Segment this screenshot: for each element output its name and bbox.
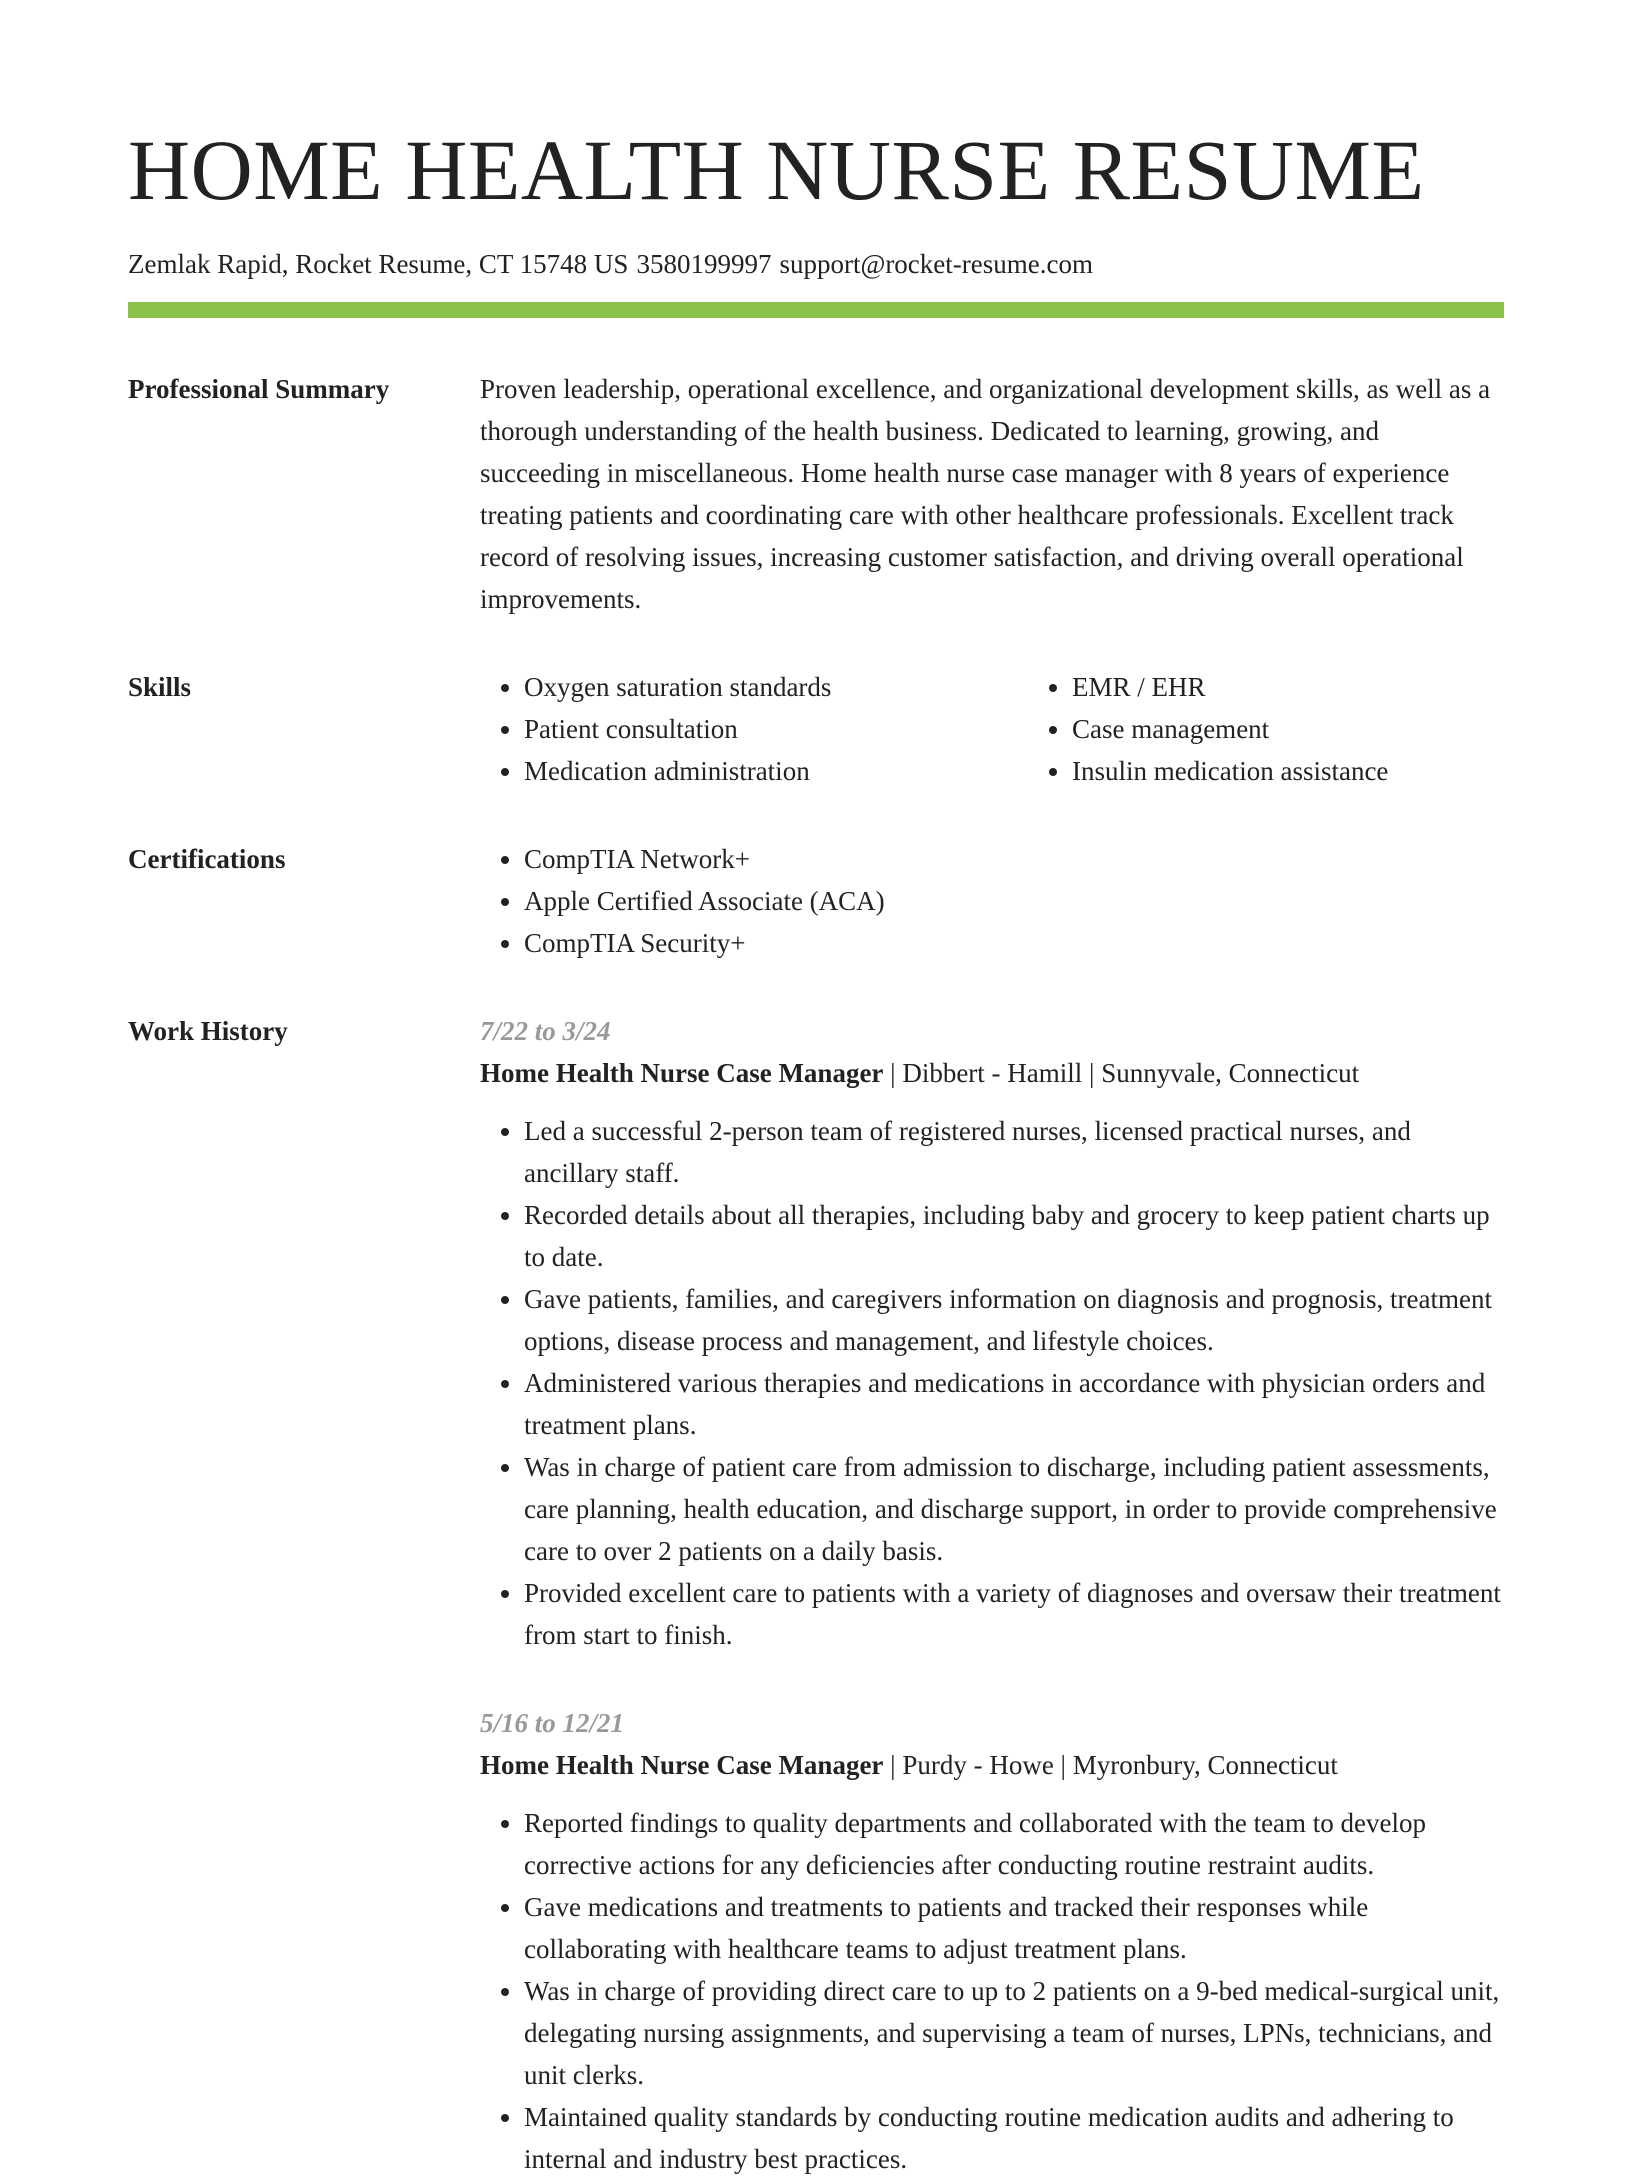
- certification-item: • CompTIA Network+: [524, 838, 1504, 880]
- job-bullet: • Administered various therapies and medications in accordance with physician orders and treatment plans.: [524, 1362, 1504, 1446]
- contact-line: [128, 246, 1504, 282]
- job-entry: [480, 1702, 1504, 2180]
- contact-email: support@rocket-resume.com: [779, 249, 1093, 279]
- job-bullet: • Gave patients, families, and caregivers information on diagnosis and prognosis, treatment options, disease process and management, and lifestyle choices.: [524, 1278, 1504, 1362]
- job-bullet: • Reported findings to quality departments and collaborated with the team to develop corrective actions for any deficiencies after conducting routine restraint audits.: [524, 1802, 1504, 1886]
- job-bullets: [480, 1110, 1504, 1656]
- job-bullet: • Was in charge of providing direct care to up to 2 patients on a 9-bed medical-surgical unit, delegating nursing assignments, and supervising a team of nurses, LPNs, technicians, and unit clerks.: [524, 1970, 1504, 2096]
- job-title: Home Health Nurse Case Manager: [480, 1058, 884, 1088]
- job-entry: [480, 1010, 1504, 1656]
- job-details: | Purdy - Howe | Myronbury, Connecticut: [883, 1750, 1338, 1780]
- job-bullet: • Provided excellent care to patients with a variety of diagnoses and oversaw their treatment from start to finish.: [524, 1572, 1504, 1656]
- job-dates: 5/16 to 12/21: [480, 1708, 625, 1738]
- certification-item: • CompTIA Security+: [524, 922, 1504, 964]
- header-divider: [128, 302, 1504, 318]
- skill-item: • EMR / EHR: [1072, 666, 1576, 708]
- certifications-list: [480, 838, 1504, 964]
- resume-title: HOME HEALTH NURSE RESUME: [128, 122, 1425, 218]
- job-bullet: • Gave medications and treatments to patients and tracked their responses while collaborating with healthcare teams to adjust treatment plans.: [524, 1886, 1504, 1970]
- certification-item: • Apple Certified Associate (ACA): [524, 880, 1504, 922]
- skill-item: • Medication administration: [524, 750, 1028, 792]
- skill-item: • Oxygen saturation standards: [524, 666, 1028, 708]
- job-details: | Dibbert - Hamill | Sunnyvale, Connecticut: [883, 1058, 1360, 1088]
- skill-item: • Insulin medication assistance: [1072, 750, 1576, 792]
- contact-phone: 3580199997: [636, 249, 772, 279]
- skill-item: • Patient consultation: [524, 708, 1028, 750]
- job-dates: 7/22 to 3/24: [480, 1016, 611, 1046]
- certifications-section: [128, 838, 1504, 964]
- summary-text: Proven leadership, operational excellence, and organizational development skills, as well as a thorough understanding of the health business. Dedicated to learning, growing, and succeeding in miscellaneous. Home health nurse case manager with 8 years of experience treating patients and coordinating care with other healthcare professionals. Excellent track record of resolving issues, increasing customer satisfaction, and driving overall operational improvements.: [480, 374, 1491, 614]
- work-history-label: Work History: [128, 1016, 288, 1046]
- job-bullet: • Recorded details about all therapies, including baby and grocery to keep patient charts up to date.: [524, 1194, 1504, 1278]
- job-bullets: [480, 1802, 1504, 2180]
- job-bullet: • Led a successful 2-person team of registered nurses, licensed practical nurses, and ancillary staff.: [524, 1110, 1504, 1194]
- job-bullet: • Was in charge of patient care from admission to discharge, including patient assessments, care planning, health education, and discharge support, in order to provide comprehensive care to over 2 patients on a daily basis.: [524, 1446, 1504, 1572]
- job-title: Home Health Nurse Case Manager: [480, 1750, 884, 1780]
- job-bullet: • Maintained quality standards by conducting routine medication audits and adhering to internal and industry best practices.: [524, 2096, 1504, 2180]
- summary-label: Professional Summary: [128, 374, 390, 404]
- job-heading: [480, 1744, 1504, 1786]
- skills-label: Skills: [128, 672, 192, 702]
- contact-address: Zemlak Rapid, Rocket Resume, CT 15748 US: [128, 249, 629, 279]
- certifications-label: Certifications: [128, 844, 286, 874]
- summary-section: [128, 368, 1504, 620]
- skill-item: • Case management: [1072, 708, 1576, 750]
- skills-list-left: [480, 666, 1028, 792]
- skills-section: [128, 666, 1504, 792]
- work-history-section: [128, 1010, 1504, 2180]
- job-heading: [480, 1052, 1504, 1094]
- skills-list-right: [1028, 666, 1576, 792]
